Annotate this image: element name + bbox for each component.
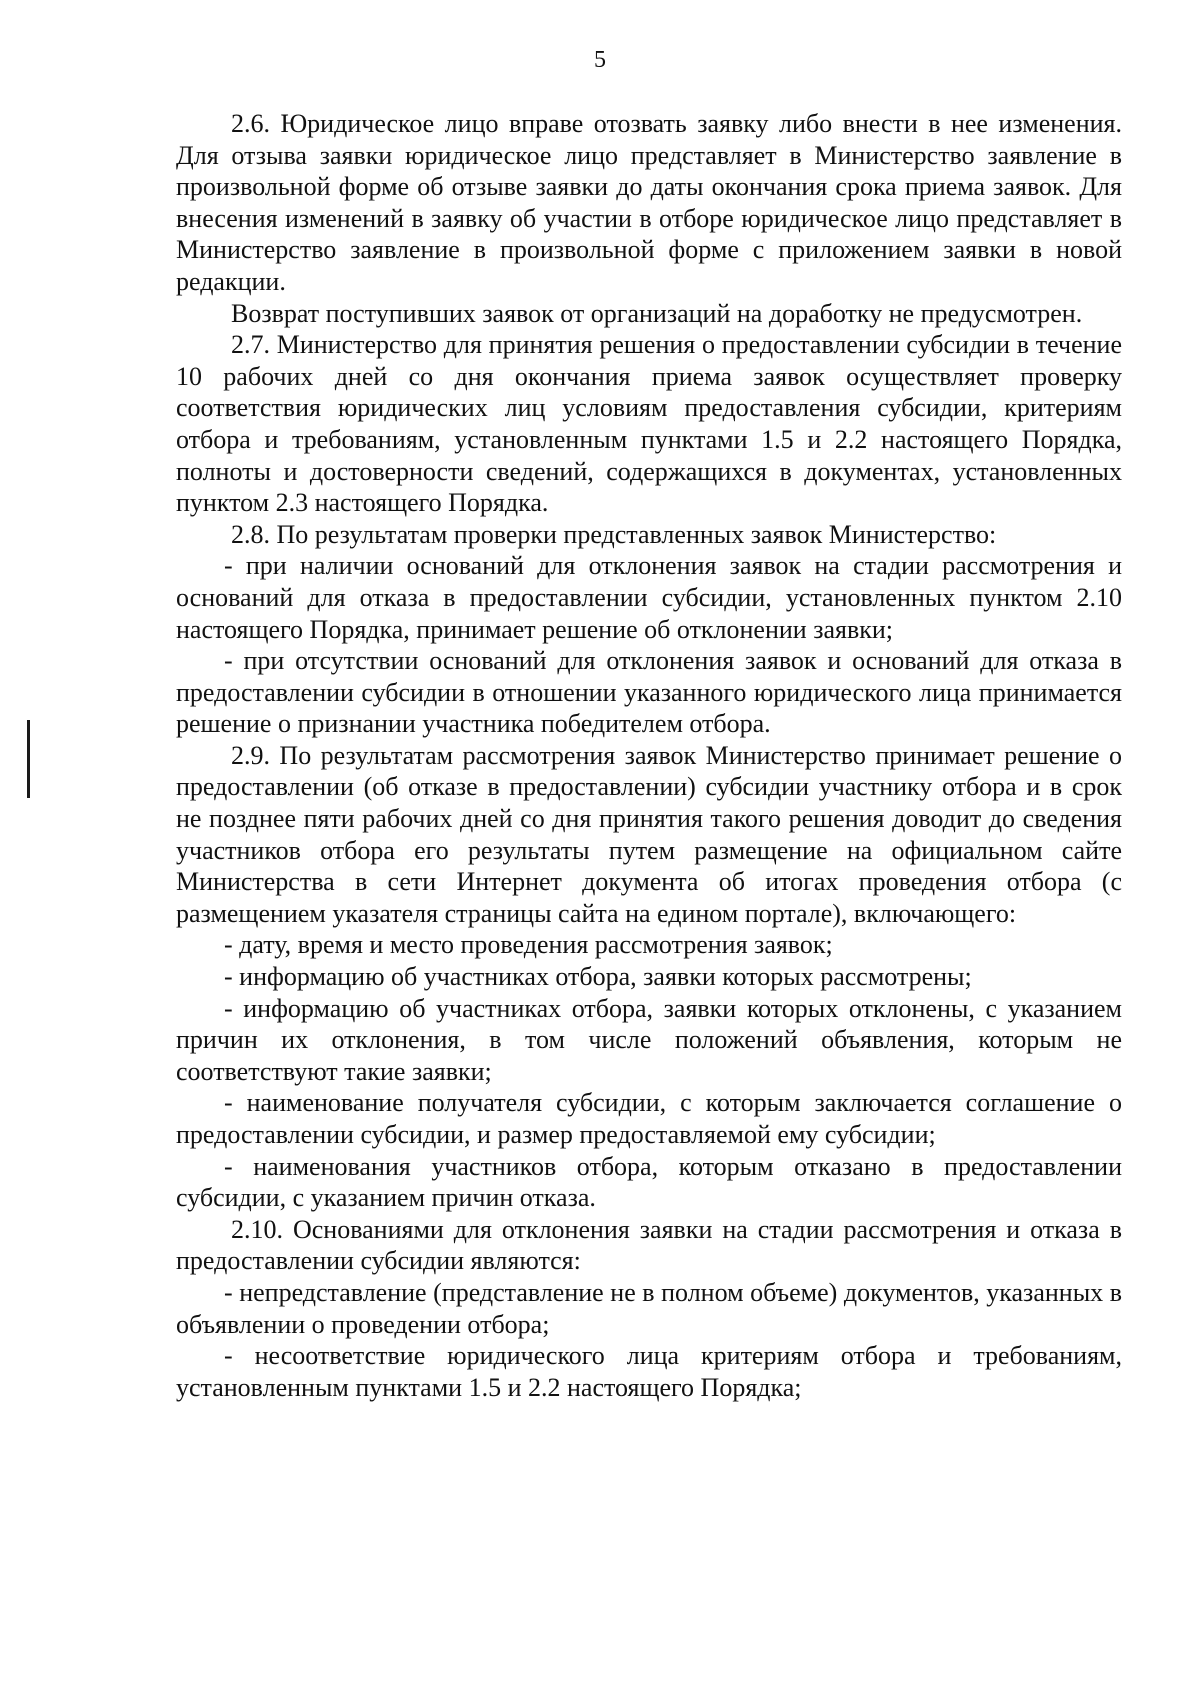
paragraph-2-6: 2.6. Юридическое лицо вправе отозвать заявку либо внести в нее изменения. Для отзыва заявки юридическое лицо представляет в Министерство заявление в произвольной форме об отзыве заявки до даты окончания срока приема заявок. Для внесения изменений в заявку об участии в отборе юридическое лицо представляет в Министерство заявление в произвольной форме с приложением заявки в новой редакции. bbox=[176, 109, 1122, 296]
list-item-rejected-participants: - информацию об участниках отбора, заявки которых отклонены, с указанием причин их отклонения, в том числе положений объявления, которым не соответствуют такие заявки; bbox=[176, 993, 1122, 1086]
list-item-recipient: - наименование получателя субсидии, с которым заключается соглашение о предоставлении субсидии, и размер предоставляемой ему субсидии; bbox=[176, 1088, 1122, 1149]
list-item-winner: - при отсутствии оснований для отклонения заявок и оснований для отказа в предоставлении субсидии в отношении указанного юридического лица принимается решение о признании участника победителем отбора. bbox=[176, 646, 1122, 739]
list-item-rejection: - при наличии оснований для отклонения заявок на стадии рассмотрения и оснований для отказа в предоставлении субсидии, установленных пунктом 2.10 настоящего Порядка, принимает решение об отклонении заявки; bbox=[176, 551, 1122, 644]
list-item-refused-participants: - наименования участников отбора, которым отказано в предоставлении субсидии, с указанием причин отказа. bbox=[176, 1151, 1122, 1213]
list-item-considered-participants: - информацию об участниках отбора, заявки которых рассмотрены; bbox=[224, 962, 972, 992]
document-body bbox=[176, 108, 1122, 1403]
paragraph-2-10: 2.10. Основаниями для отклонения заявки на стадии рассмотрения и отказа в предоставлении субсидии являются: bbox=[176, 1214, 1122, 1276]
list-item-noncompliance: - несоответствие юридического лица критериям отбора и требованиям, установленным пунктами 1.5 и 2.2 настоящего Порядка; bbox=[176, 1341, 1122, 1402]
list-item-date-time-place: - дату, время и место проведения рассмотрения заявок; bbox=[224, 930, 833, 960]
list-item-incomplete-documents: - непредставление (представление не в полном объеме) документов, указанных в объявлении о проведении отбора; bbox=[176, 1277, 1122, 1339]
paragraph-2-7: 2.7. Министерство для принятия решения о предоставлении субсидии в течение 10 рабочих дней со дня окончания приема заявок осуществляет проверку соответствия юридических лиц условиям предоставления субсидии, критериям отбора и требованиям, установленным пунктами 1.5 и 2.2 настоящего Порядка, полноты и достоверности сведений, содержащихся в документах, установленных пунктом 2.3 настоящего Порядка. bbox=[176, 330, 1122, 518]
paragraph-return-note: Возврат поступивших заявок от организаций на доработку не предусмотрен. bbox=[231, 298, 1083, 328]
paragraph-2-8: 2.8. По результатам проверки представленных заявок Министерство: bbox=[231, 519, 997, 549]
page-number: 5 bbox=[594, 47, 606, 73]
scan-margin-mark bbox=[27, 720, 30, 798]
paragraph-2-9: 2.9. По результатам рассмотрения заявок Министерство принимает решение о предоставлении (об отказе в предоставлении) субсидии участнику отбора и в срок не позднее пяти рабочих дней со дня принятия такого решения доводит до сведения участников отбора его результаты путем размещение на официальном сайте Министерства в сети Интернет документа об итогах проведения отбора (с размещением указателя страницы сайта на едином портале), включающего: bbox=[176, 740, 1122, 928]
